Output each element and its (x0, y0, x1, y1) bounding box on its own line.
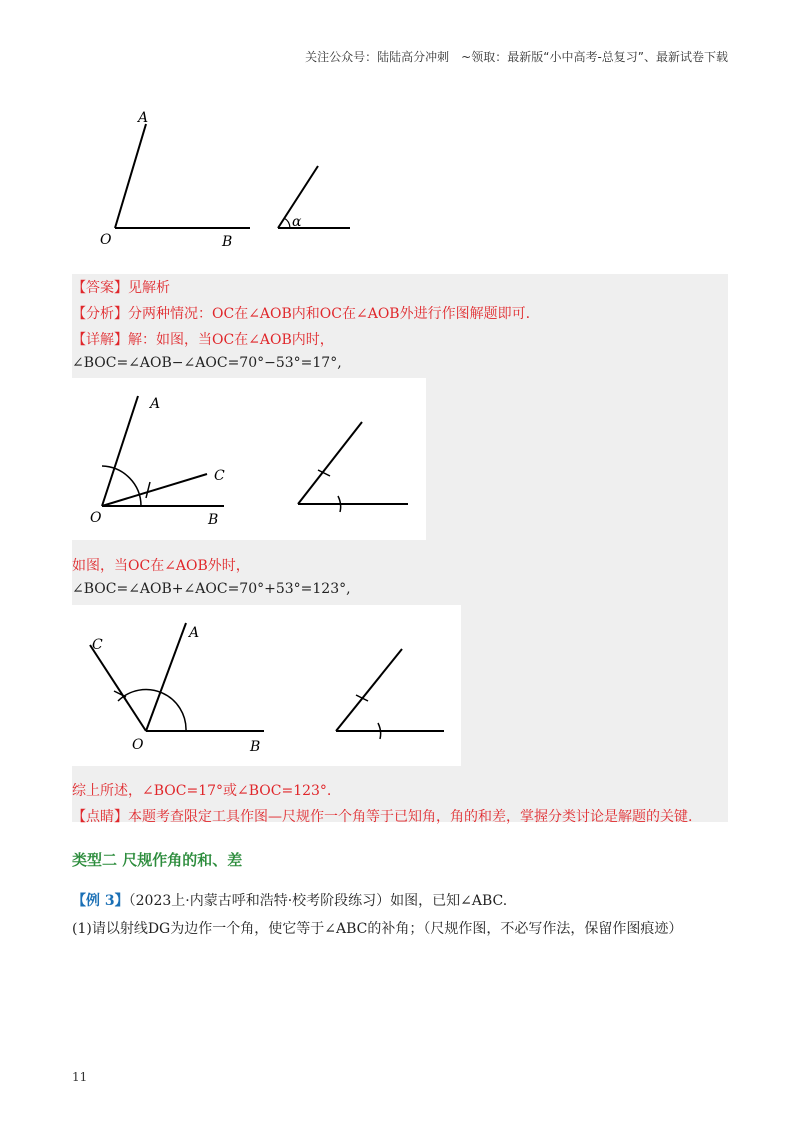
alpha-arc (284, 218, 290, 228)
question-1: (1)请以射线DG为边作一个角，使它等于∠ABC的补角；（尺规作图，不必写作法，保留作图痕迹） (72, 921, 683, 937)
case1-label-a: A (150, 396, 161, 412)
case2-label-c: C (92, 637, 103, 653)
figure-angle-aob-alpha (80, 100, 380, 260)
case2-label-o: O (132, 737, 144, 753)
detail-line-3: 如图，当OC在∠AOB外时， (72, 558, 250, 574)
analysis-text: 分两种情况：OC在∠AOB内和OC在∠AOB外进行作图解题即可. (128, 306, 531, 322)
detail-tag: 【详解】 (72, 332, 128, 348)
section-title: 类型二 尺规作角的和、差 (72, 851, 243, 869)
case2-label-b: B (250, 739, 261, 755)
label-o: O (100, 232, 112, 248)
answer-line (72, 277, 170, 297)
label-b: B (222, 234, 233, 250)
case1-given-side-2 (298, 422, 362, 504)
comment-tag: 【点睛】 (72, 809, 128, 825)
page-header: 关注公众号：陆陆高分冲刺 ~领取：最新版“小中高考-总复习”、最新试卷下载 (305, 50, 728, 64)
answer-text: 见解析 (128, 280, 170, 296)
case1-ray-oa (102, 396, 138, 506)
detail-text-1: 解：如图，当OC在∠AOB内时， (128, 332, 334, 348)
label-alpha: α (292, 214, 302, 230)
case2-ray-oc (90, 645, 146, 731)
case2-label-a: A (189, 625, 200, 641)
analysis-line (72, 303, 530, 323)
case1-ray-oc (102, 474, 207, 506)
comment-text: 本题考查限定工具作图—尺规作一个角等于已知角，角的和差，掌握分类讨论是解题的关键. (128, 809, 693, 825)
page-number: 11 (72, 1070, 88, 1084)
answer-tag: 【答案】 (72, 280, 128, 296)
case1-label-o: O (90, 510, 102, 526)
case2-ray-oa (146, 623, 186, 731)
case2-arc-large (118, 690, 186, 731)
case2-given-side-2 (336, 649, 402, 731)
case1-label-b: B (208, 512, 219, 528)
detail-line-5: 综上所述，∠BOC=17°或∠BOC=123°. (72, 783, 332, 799)
detail-line-2: ∠BOC=∠AOB−∠AOC=70°−53°=17°, (72, 355, 342, 371)
label-a: A (138, 110, 149, 126)
case1-label-c: C (214, 468, 225, 484)
figure-case1 (72, 378, 426, 540)
case1-tick (146, 482, 150, 498)
example-text: （2023上·内蒙古呼和浩特·校考阶段练习）如图，已知∠ABC. (128, 893, 508, 909)
ray-oa (115, 124, 146, 228)
detail-line-4: ∠BOC=∠AOB+∠AOC=70°+53°=123°, (72, 581, 351, 597)
comment-line (72, 806, 692, 826)
example-line (72, 890, 507, 910)
analysis-tag: 【分析】 (72, 306, 128, 322)
detail-line-1 (72, 329, 334, 349)
figure-case2 (72, 605, 461, 766)
example-tag: 【例 3】 (72, 893, 129, 909)
